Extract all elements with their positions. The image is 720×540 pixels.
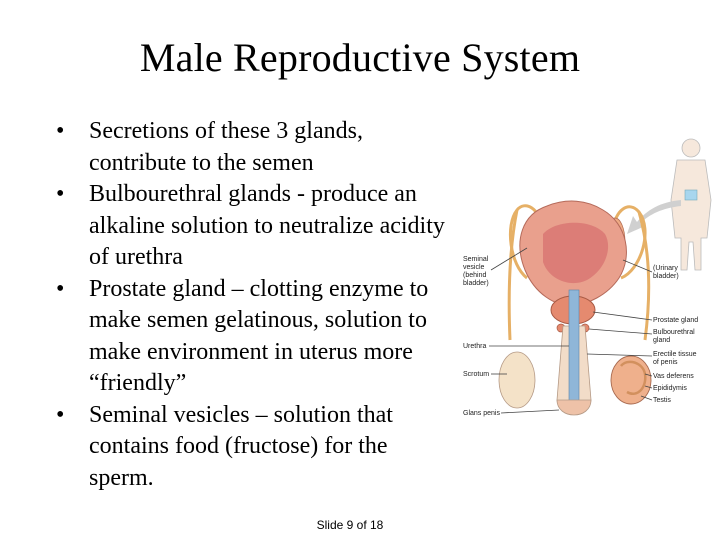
bullet-list [56,116,456,494]
glans-penis [557,400,591,415]
label-urinary-bladder: (Urinary bladder) [653,265,679,280]
label-urethra: Urethra [463,343,487,350]
label-epididymis: Epididymis [653,385,687,392]
slide-number: Slide 9 of 18 [316,518,384,532]
label-glans-penis: Glans penis [463,410,500,417]
label-prostate-gland: Prostate gland [653,317,699,324]
bullet-marker: • [56,118,65,144]
bullet-item [56,116,456,179]
bullet-marker: • [56,181,65,207]
bullet-item [56,179,456,274]
bullet-marker: • [56,401,65,428]
bullet-item [56,400,456,495]
label-testis: Testis [653,397,671,404]
label-vas-deferens: Vas deferens [653,373,694,380]
bullet-marker: • [56,275,65,302]
label-erectile-tissue: Erectile tissue of penis [653,351,697,366]
slide-title: Male Reproductive System [139,35,581,80]
scrotum [499,352,535,408]
bullet-text: Prostate gland – clotting enzyme to make semen gelatinous, solution to make environment in uterus more “friendly” [89,275,429,396]
bullet-text: Bulbourethral glands - produce an alkaline solution to neutralize acidity of urethra [89,181,445,270]
bullet-text: Seminal vesicles – solution that contains food (fructose) for the sperm. [89,401,393,491]
label-scrotum: Scrotum [463,371,490,378]
label-bulbourethral-gland: Bulbourethral gland [653,329,695,344]
urethra [569,290,579,408]
bullet-item [56,274,456,400]
anatomy-illustration [455,130,720,430]
label-seminal-vesicle: Seminal vesicle (behind bladder) [463,256,489,287]
bullet-text: Secretions of these 3 glands, contribute to the semen [89,118,363,176]
